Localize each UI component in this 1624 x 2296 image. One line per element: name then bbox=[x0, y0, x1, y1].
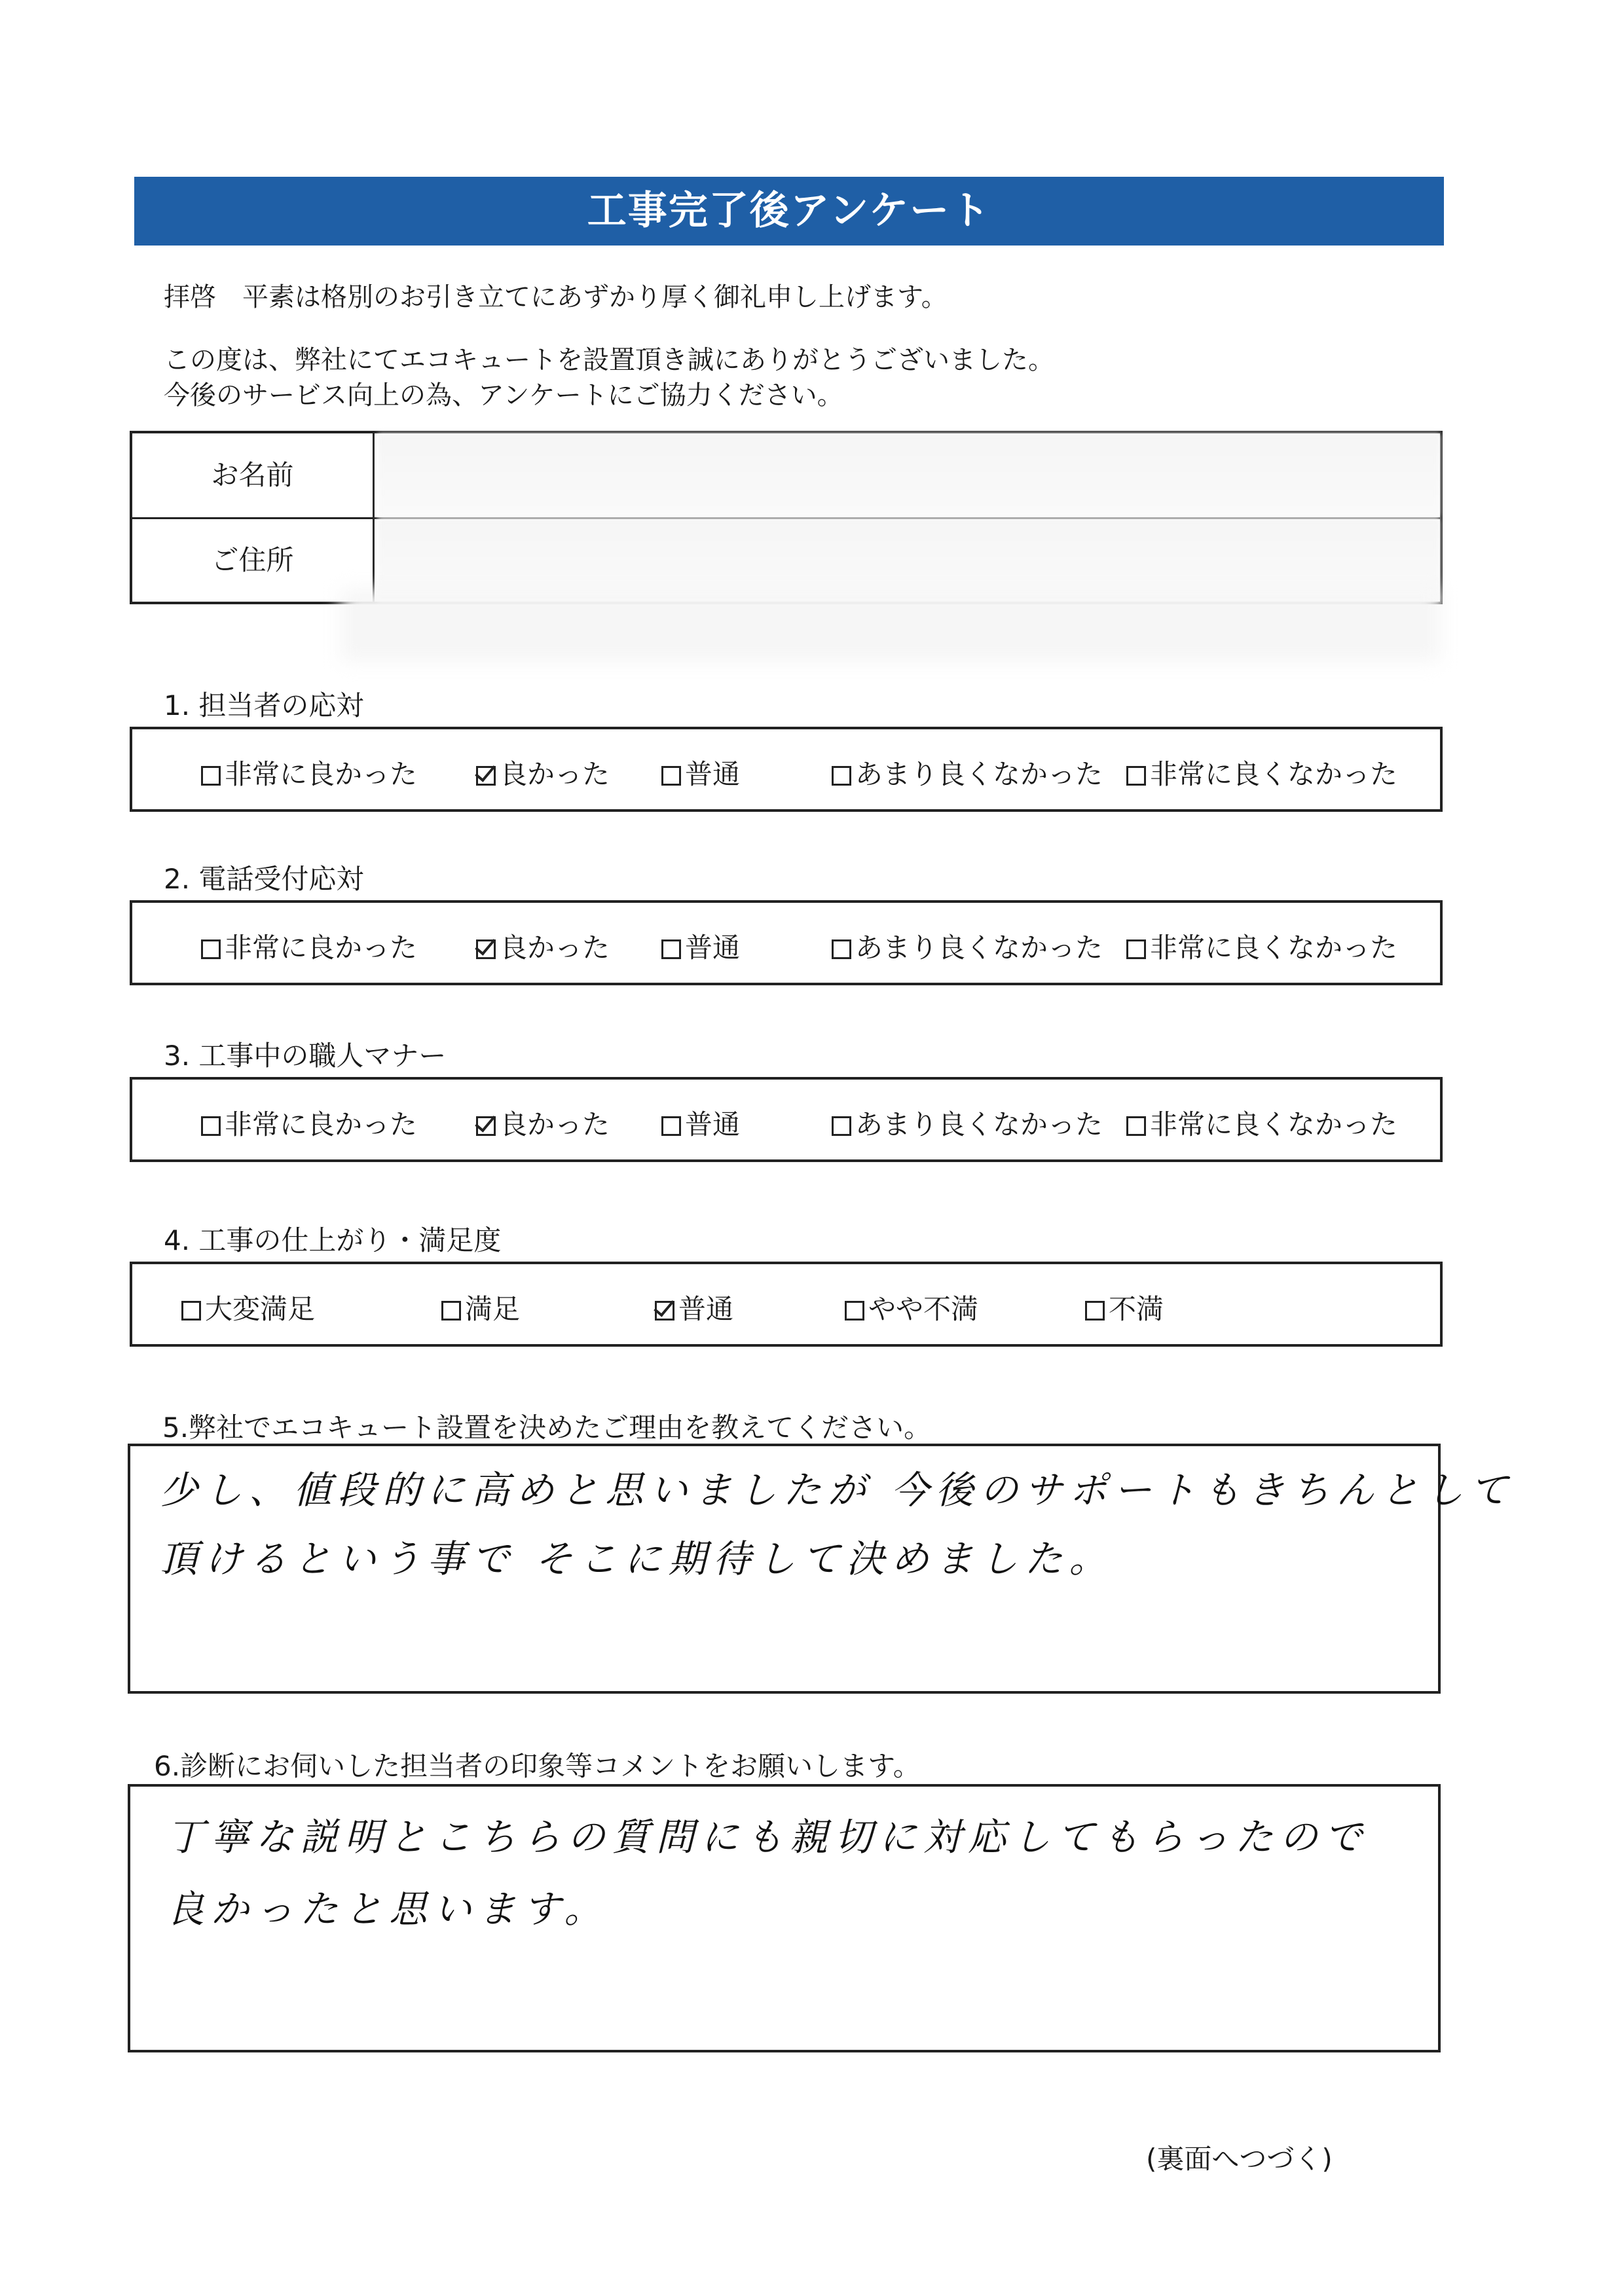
q5-answer-line-1: 少し、値段的に高めと思いましたが 今後のサポートもきちんとして bbox=[160, 1468, 1515, 1512]
checkbox-icon[interactable] bbox=[201, 939, 221, 959]
checkbox-icon[interactable] bbox=[1085, 1301, 1105, 1321]
checkbox-icon[interactable] bbox=[181, 1301, 201, 1321]
q3-option-very-good[interactable]: 非常に良かった bbox=[201, 1103, 417, 1142]
q4-option-very-satisfied[interactable]: 大変満足 bbox=[181, 1288, 315, 1327]
question-2-options bbox=[130, 900, 1443, 985]
q5-answer-line-2: 頂けるという事で そこに期待して決めました。 bbox=[160, 1537, 1114, 1581]
continued-on-back-note: (裏面へつづく) bbox=[1146, 2143, 1333, 2175]
checkbox-icon[interactable] bbox=[441, 1301, 461, 1321]
q4-option-normal[interactable]: 普通 bbox=[655, 1288, 733, 1327]
customer-info-table bbox=[130, 431, 1443, 604]
q6-answer-line-2: 良かったと思います。 bbox=[166, 1887, 609, 1931]
checkbox-checked-icon[interactable] bbox=[476, 1116, 496, 1136]
q1-option-not-good[interactable]: あまり良くなかった bbox=[832, 753, 1103, 792]
question-3-label: 3. 工事中の職人マナー bbox=[164, 1040, 447, 1072]
address-label: ご住所 bbox=[132, 519, 375, 602]
name-row bbox=[132, 433, 1440, 519]
redaction-blur bbox=[341, 589, 1441, 661]
checkbox-icon[interactable] bbox=[1126, 1116, 1146, 1136]
q4-option-satisfied[interactable]: 満足 bbox=[441, 1288, 520, 1327]
checkbox-checked-icon[interactable] bbox=[655, 1301, 674, 1321]
q2-option-normal[interactable]: 普通 bbox=[661, 926, 740, 966]
question-1-label: 1. 担当者の応対 bbox=[164, 689, 364, 721]
q1-option-very-bad[interactable]: 非常に良くなかった bbox=[1126, 753, 1397, 792]
q1-option-normal[interactable]: 普通 bbox=[661, 753, 740, 792]
checkbox-icon[interactable] bbox=[661, 939, 681, 959]
q2-option-not-good[interactable]: あまり良くなかった bbox=[832, 926, 1103, 966]
question-4-options bbox=[130, 1262, 1443, 1347]
q1-option-good[interactable]: 良かった bbox=[476, 753, 610, 792]
q6-answer-line-1: 丁寧な説明とこちらの質問にも親切に対応してもらったので bbox=[166, 1815, 1369, 1859]
intro-line-1: この度は、弊社にてエコキュートを設置頂き誠にありがとうございました。 bbox=[164, 345, 1054, 375]
checkbox-icon[interactable] bbox=[1126, 766, 1146, 786]
q1-option-very-good[interactable]: 非常に良かった bbox=[201, 753, 417, 792]
checkbox-icon[interactable] bbox=[832, 766, 851, 786]
q3-option-very-bad[interactable]: 非常に良くなかった bbox=[1126, 1103, 1397, 1142]
q3-option-normal[interactable]: 普通 bbox=[661, 1103, 740, 1142]
q3-option-not-good[interactable]: あまり良くなかった bbox=[832, 1103, 1103, 1142]
checkbox-checked-icon[interactable] bbox=[476, 939, 496, 959]
q2-option-very-good[interactable]: 非常に良かった bbox=[201, 926, 417, 966]
question-4-label: 4. 工事の仕上がり・満足度 bbox=[164, 1224, 502, 1256]
greeting-text: 拝啓 平素は格別のお引き立てにあずかり厚く御礼申し上げます。 bbox=[164, 282, 948, 312]
name-field-redacted bbox=[378, 433, 1440, 517]
question-6-label: 6.診断にお伺いした担当者の印象等コメントをお願いします。 bbox=[154, 1750, 921, 1782]
q3-option-good[interactable]: 良かった bbox=[476, 1103, 610, 1142]
q2-option-good[interactable]: 良かった bbox=[476, 926, 610, 966]
checkbox-icon[interactable] bbox=[832, 939, 851, 959]
question-2-label: 2. 電話受付応対 bbox=[164, 863, 364, 895]
checkbox-icon[interactable] bbox=[832, 1116, 851, 1136]
survey-title: 工事完了後アンケート bbox=[134, 177, 1444, 246]
question-5-label: 5.弊社でエコキュート設置を決めたご理由を教えてください。 bbox=[162, 1412, 932, 1444]
question-5-answer-box[interactable] bbox=[128, 1444, 1515, 1694]
checkbox-icon[interactable] bbox=[1126, 939, 1146, 959]
q2-option-very-bad[interactable]: 非常に良くなかった bbox=[1126, 926, 1397, 966]
q4-option-dissatisfied[interactable]: 不満 bbox=[1085, 1288, 1164, 1327]
intro-line-2: 今後のサービス向上の為、アンケートにご協力ください。 bbox=[164, 380, 843, 410]
checkbox-icon[interactable] bbox=[661, 766, 681, 786]
checkbox-icon[interactable] bbox=[201, 1116, 221, 1136]
question-1-options bbox=[130, 727, 1443, 812]
q4-option-somewhat-dissatisfied[interactable]: やや不満 bbox=[845, 1288, 978, 1327]
question-6-answer-box[interactable] bbox=[128, 1784, 1441, 2052]
checkbox-checked-icon[interactable] bbox=[476, 766, 496, 786]
checkbox-icon[interactable] bbox=[201, 766, 221, 786]
name-label: お名前 bbox=[132, 433, 375, 517]
question-3-options bbox=[130, 1077, 1443, 1162]
checkbox-icon[interactable] bbox=[845, 1301, 864, 1321]
checkbox-icon[interactable] bbox=[661, 1116, 681, 1136]
